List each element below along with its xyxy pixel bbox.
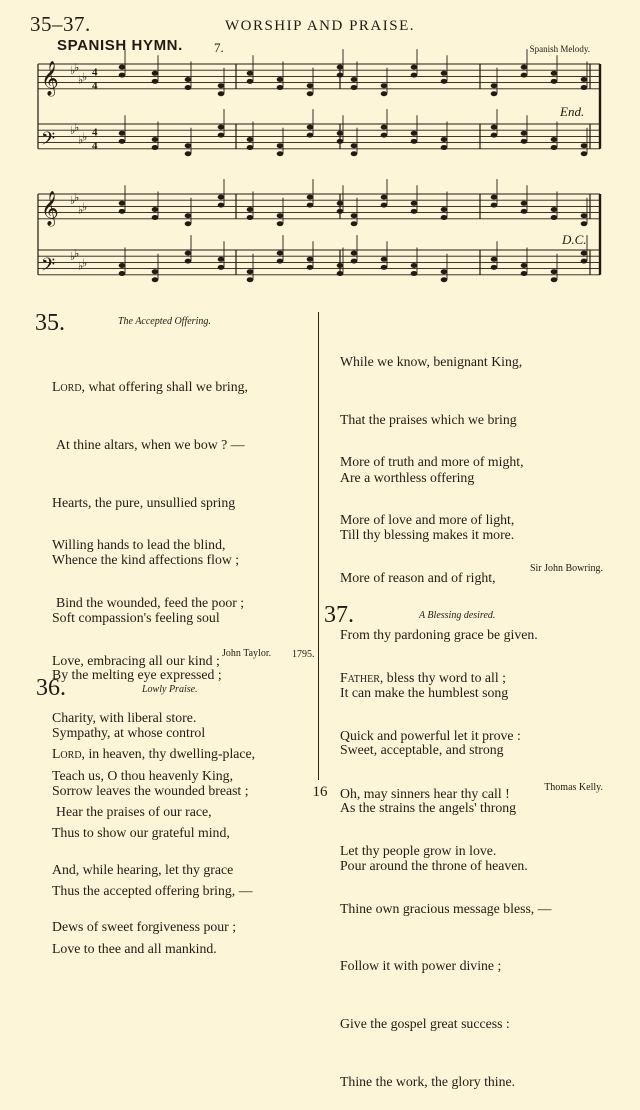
dc-mark: D.C. xyxy=(562,232,587,247)
verse-line: Lord, in heaven, thy dwelling-place, xyxy=(52,746,256,762)
note-head xyxy=(581,143,588,148)
author: John Taylor. xyxy=(222,648,272,659)
note-head xyxy=(185,85,192,90)
verse-line: More of reason and of right, xyxy=(340,569,496,585)
note-head xyxy=(119,201,126,206)
verse-line: While we know, benignant King, xyxy=(340,354,523,370)
note-head xyxy=(551,269,558,274)
note-head xyxy=(247,137,254,142)
flat-sign: ♭ xyxy=(82,130,88,144)
note-head xyxy=(152,207,159,212)
verse-line: Thine the work, the glory thine. xyxy=(340,1073,516,1089)
note-head xyxy=(491,257,498,262)
tune-meter: 7. xyxy=(214,40,224,55)
author: Sir John Bowring. xyxy=(529,563,603,574)
note-head xyxy=(247,71,254,76)
note-head xyxy=(119,131,126,136)
note-head xyxy=(119,263,126,268)
verse-line: Are a worthless offering xyxy=(340,469,475,485)
note-head xyxy=(337,65,344,70)
note-head xyxy=(277,151,284,156)
note-head xyxy=(337,139,344,144)
note-head xyxy=(185,77,192,82)
note-head xyxy=(351,213,358,218)
verse-line: Quick and powerful let it prove : xyxy=(340,728,521,744)
note-head xyxy=(185,213,192,218)
verse-line: Sorrow leaves the wounded breast ; xyxy=(52,782,249,798)
note-head xyxy=(185,259,192,264)
verse-line: Dews of sweet forgiveness pour ; xyxy=(52,919,237,935)
note-head xyxy=(581,259,588,264)
verse-line: By the melting eye expressed ; xyxy=(52,667,222,683)
flat-sign: ♭ xyxy=(70,194,76,208)
verse-line: Sympathy, at whose control xyxy=(52,725,206,741)
note-head xyxy=(411,209,418,214)
note-head xyxy=(381,195,388,200)
bass-clef: 𝄢 xyxy=(41,128,56,154)
note-head xyxy=(218,133,225,138)
note-head xyxy=(351,221,358,226)
note-head xyxy=(441,277,448,282)
note-head xyxy=(185,143,192,148)
verse-line: Bind the wounded, feed the poor ; xyxy=(56,595,245,611)
note-head xyxy=(277,143,284,148)
flat-sign: ♭ xyxy=(70,124,76,138)
note-head xyxy=(307,203,314,208)
note-head xyxy=(218,195,225,200)
note-head xyxy=(381,133,388,138)
verse-line: Love to thee and all mankind. xyxy=(52,940,217,956)
note-head xyxy=(441,215,448,220)
verse-line: As the strains the angels' throng xyxy=(340,800,517,816)
note-head xyxy=(521,263,528,268)
note-head xyxy=(152,71,159,76)
verse-line: Oh, may sinners hear thy call ! xyxy=(340,785,510,801)
verse-line: And, while hearing, let thy grace xyxy=(52,861,234,877)
music-score xyxy=(0,0,640,300)
note-head xyxy=(521,131,528,136)
verse-line: Charity, with liberal store. xyxy=(52,710,197,726)
verse-line: Hear the praises of our race, xyxy=(56,804,212,820)
treble-clef: 𝄞 xyxy=(41,190,59,226)
note-head xyxy=(152,215,159,220)
flat-sign: ♭ xyxy=(82,256,88,270)
note-head xyxy=(491,125,498,130)
note-head xyxy=(152,277,159,282)
flat-sign: ♭ xyxy=(74,61,80,75)
note-head xyxy=(521,139,528,144)
tune-attribution: Spanish Melody. xyxy=(529,44,590,54)
note-head xyxy=(441,71,448,76)
running-title: WORSHIP AND PRAISE. xyxy=(224,18,416,34)
stanza xyxy=(52,706,255,956)
note-head xyxy=(351,77,358,82)
verse-line: Love, embracing all our kind ; xyxy=(52,652,220,668)
note-head xyxy=(307,91,314,96)
note-head xyxy=(441,207,448,212)
note-head xyxy=(551,71,558,76)
flat-sign: ♭ xyxy=(82,200,88,214)
note-head xyxy=(307,83,314,88)
verse-line: More of truth and more of might, xyxy=(340,454,524,470)
note-head xyxy=(277,221,284,226)
verse-line: Pour around the throne of heaven. xyxy=(340,857,528,873)
flat-sign: ♭ xyxy=(78,133,84,147)
note-head xyxy=(521,73,528,78)
verse-line: Sweet, acceptable, and strong xyxy=(340,742,504,758)
end-mark: End. xyxy=(560,104,585,119)
note-head xyxy=(247,145,254,150)
note-head xyxy=(441,269,448,274)
time-signature: 4 xyxy=(92,79,98,92)
note-head xyxy=(119,271,126,276)
note-head xyxy=(521,209,528,214)
note-head xyxy=(277,259,284,264)
note-head xyxy=(119,209,126,214)
note-head xyxy=(152,269,159,274)
verse-line: At thine altars, when we bow ? — xyxy=(56,437,245,453)
note-head xyxy=(185,221,192,226)
flat-sign: ♭ xyxy=(74,121,80,135)
note-head xyxy=(491,133,498,138)
stanza xyxy=(340,630,552,1110)
note-head xyxy=(218,265,225,270)
note-head xyxy=(381,203,388,208)
verse-line: Till thy blessing makes it more. xyxy=(340,527,515,543)
note-head xyxy=(551,215,558,220)
note-head xyxy=(491,265,498,270)
note-head xyxy=(491,195,498,200)
year: 1795. xyxy=(292,649,315,660)
note-head xyxy=(351,143,358,148)
note-head xyxy=(411,73,418,78)
note-head xyxy=(581,77,588,82)
note-head xyxy=(411,271,418,276)
note-head xyxy=(337,263,344,268)
note-head xyxy=(381,91,388,96)
hymn-number: 35. xyxy=(35,310,65,336)
note-head xyxy=(551,145,558,150)
verse-line: From thy pardoning grace be given. xyxy=(340,627,538,643)
note-head xyxy=(218,91,225,96)
note-head xyxy=(307,195,314,200)
note-head xyxy=(551,277,558,282)
note-head xyxy=(247,79,254,84)
note-head xyxy=(491,91,498,96)
flat-sign: ♭ xyxy=(78,203,84,217)
note-head xyxy=(307,133,314,138)
flat-sign: ♭ xyxy=(74,247,80,261)
note-head xyxy=(521,271,528,276)
note-head xyxy=(277,251,284,256)
note-head xyxy=(218,257,225,262)
verse-line: Hearts, the pure, unsullied spring xyxy=(52,494,236,510)
flat-sign: ♭ xyxy=(78,259,84,273)
flat-sign: ♭ xyxy=(70,250,76,264)
hymn-title: Lowly Praise. xyxy=(142,684,198,695)
note-head xyxy=(351,151,358,156)
verse-line: Father, bless thy word to all ; xyxy=(340,670,506,686)
note-head xyxy=(551,79,558,84)
tune-name: SPANISH HYMN. xyxy=(57,37,183,54)
verse-line: Whence the kind affections flow ; xyxy=(52,552,240,568)
note-head xyxy=(277,77,284,82)
verse-line: That the praises which we bring xyxy=(340,412,517,428)
note-head xyxy=(218,125,225,130)
folio-number: 16 xyxy=(312,784,328,800)
flat-sign: ♭ xyxy=(74,191,80,205)
note-head xyxy=(337,131,344,136)
note-head xyxy=(247,269,254,274)
bass-clef: 𝄢 xyxy=(41,254,56,280)
author: Thomas Kelly. xyxy=(544,782,603,793)
note-head xyxy=(247,277,254,282)
flat-sign: ♭ xyxy=(70,64,76,78)
note-head xyxy=(351,85,358,90)
verse-line: Teach us, O thou heavenly King, xyxy=(52,767,234,783)
note-head xyxy=(307,125,314,130)
page-numbers: 35–37. xyxy=(30,12,91,36)
note-head xyxy=(581,151,588,156)
note-head xyxy=(441,137,448,142)
note-head xyxy=(411,263,418,268)
note-head xyxy=(337,201,344,206)
note-head xyxy=(152,137,159,142)
note-head xyxy=(119,139,126,144)
note-head xyxy=(152,79,159,84)
note-head xyxy=(411,139,418,144)
verse-line: Thus the accepted offering bring, — xyxy=(52,883,253,899)
note-head xyxy=(551,207,558,212)
hymn-title: A Blessing desired. xyxy=(419,610,496,621)
note-head xyxy=(218,203,225,208)
note-head xyxy=(441,145,448,150)
treble-clef: 𝄞 xyxy=(41,60,59,96)
note-head xyxy=(247,207,254,212)
flat-sign: ♭ xyxy=(78,73,84,87)
note-head xyxy=(277,85,284,90)
note-head xyxy=(381,257,388,262)
verse-line: It can make the humblest song xyxy=(340,684,509,700)
verse-line: Soft compassion's feeling soul xyxy=(52,609,220,625)
time-signature: 4 xyxy=(92,126,98,139)
note-head xyxy=(581,251,588,256)
note-head xyxy=(351,259,358,264)
note-head xyxy=(411,65,418,70)
note-head xyxy=(185,151,192,156)
note-head xyxy=(152,145,159,150)
note-head xyxy=(491,83,498,88)
flat-sign: ♭ xyxy=(82,70,88,84)
note-head xyxy=(381,83,388,88)
note-head xyxy=(521,65,528,70)
verse-line: Lord, what offering shall we bring, xyxy=(52,379,248,395)
note-head xyxy=(411,131,418,136)
hymn-number: 36. xyxy=(36,675,66,701)
verse-line: Thine own gracious message bless, — xyxy=(340,900,552,916)
note-head xyxy=(581,213,588,218)
hymn-number: 37. xyxy=(324,602,354,628)
column-divider xyxy=(318,312,319,780)
note-head xyxy=(521,201,528,206)
note-head xyxy=(307,257,314,262)
note-head xyxy=(218,83,225,88)
note-head xyxy=(337,73,344,78)
note-head xyxy=(337,271,344,276)
note-head xyxy=(119,73,126,78)
note-head xyxy=(307,265,314,270)
note-head xyxy=(119,65,126,70)
note-head xyxy=(581,221,588,226)
note-head xyxy=(185,251,192,256)
verse-line: More of love and more of light, xyxy=(340,512,515,528)
note-head xyxy=(551,137,558,142)
hymn-title: The Accepted Offering. xyxy=(118,316,211,327)
note-head xyxy=(247,215,254,220)
verse-line: Follow it with power divine ; xyxy=(340,958,502,974)
verse-line: Willing hands to lead the blind, xyxy=(52,537,226,553)
time-signature: 4 xyxy=(92,139,98,152)
verse-line: Give the gospel great success : xyxy=(340,1016,510,1032)
verse-line: Thus to show our grateful mind, xyxy=(52,825,230,841)
note-head xyxy=(441,79,448,84)
note-head xyxy=(351,251,358,256)
note-head xyxy=(411,201,418,206)
note-head xyxy=(337,209,344,214)
verse-line: Let thy people grow in love. xyxy=(340,843,497,859)
note-head xyxy=(581,85,588,90)
time-signature: 4 xyxy=(92,66,98,79)
note-head xyxy=(277,213,284,218)
note-head xyxy=(491,203,498,208)
note-head xyxy=(381,125,388,130)
note-head xyxy=(381,265,388,270)
